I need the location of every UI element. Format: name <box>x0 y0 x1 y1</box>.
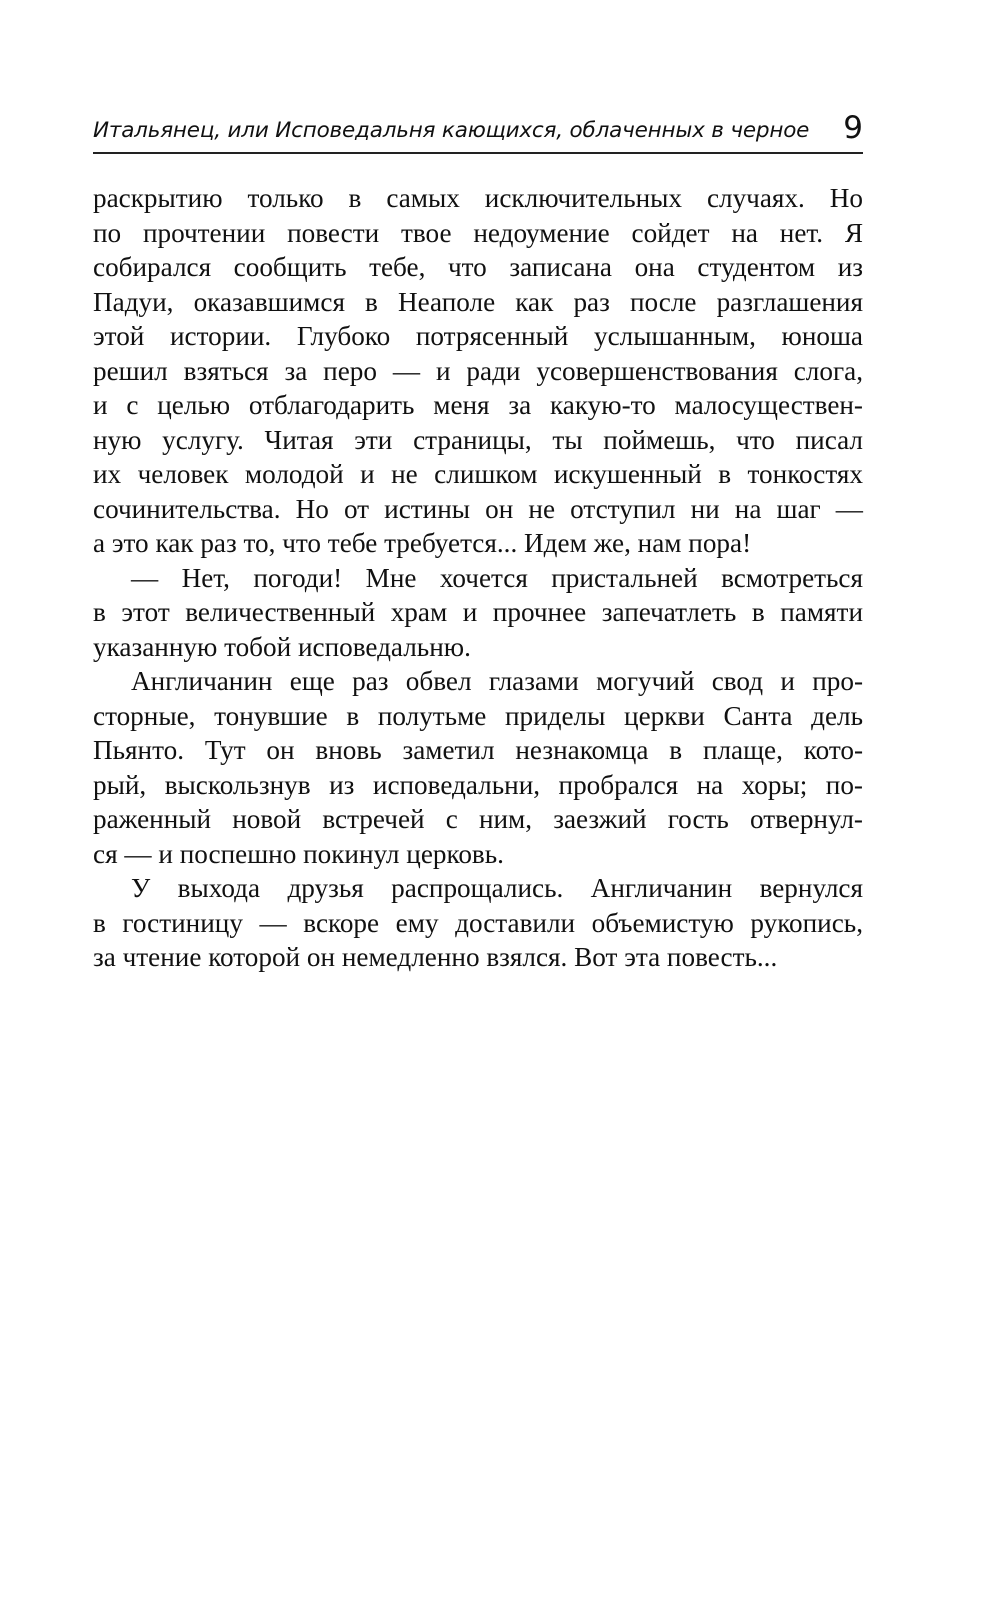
body-text <box>93 181 863 975</box>
text-line: сочинительства. Но от истины он не отступил ни на шаг — <box>93 493 863 524</box>
paragraph-1 <box>93 181 863 561</box>
text-line: указанную тобой исповедальню. <box>93 631 471 662</box>
text-line: а это как раз то, что тебе требуется... Идем же, нам пора! <box>93 528 752 558</box>
text-line: Англичанин еще раз обвел глазами могучий свод и про- <box>131 666 863 696</box>
text-line: Падуи, оказавшимся в Неаполе как раз после разглашения <box>93 286 863 317</box>
paragraph-2 <box>93 561 863 665</box>
page-number: 9 <box>843 110 863 146</box>
paragraph-4 <box>93 871 863 975</box>
paragraph-3 <box>93 664 863 871</box>
text-line: раженный новой встречей с ним, заезжий гость отвернул- <box>93 804 863 834</box>
text-line: ную услугу. Читая эти страницы, ты поймешь, что писал <box>93 424 863 455</box>
text-line: и с целью отблагодарить меня за какую-то малосуществен- <box>93 390 863 420</box>
text-line: рый, выскользнув из исповедальни, пробрался на хоры; по- <box>93 769 863 800</box>
text-line: Пьянто. Тут он вновь заметил незнакомца в плаще, кото- <box>93 735 863 765</box>
text-line: за чтение которой он немедленно взялся. Вот эта повесть... <box>93 942 778 972</box>
text-line: в гостиницу — вскоре ему доставили объемистую рукопись, <box>93 907 863 938</box>
running-head <box>93 110 863 154</box>
text-line: — Нет, погоди! Мне хочется пристальней всмотреться <box>131 562 863 593</box>
book-page <box>93 0 863 1616</box>
text-line: этой истории. Глубоко потрясенный услышанным, юноша <box>93 321 863 351</box>
text-line: в этот величественный храм и прочнее запечатлеть в памяти <box>93 597 863 627</box>
text-line: У выхода друзья распрощались. Англичанин вернулся <box>131 873 863 903</box>
text-line: сторные, тонувшие в полутьме приделы церкви Санта дель <box>93 700 863 731</box>
text-line: решил взяться за перо — и ради усовершенствования слога, <box>93 355 863 386</box>
running-title: Итальянец, или Исповедальня кающихся, облаченных в черное <box>93 118 810 143</box>
text-line: их человек молодой и не слишком искушенный в тонкостях <box>93 459 863 489</box>
text-line: раскрытию только в самых исключительных случаях. Но <box>93 183 863 213</box>
text-line: ся — и поспешно покинул церковь. <box>93 838 504 869</box>
text-line: собирался сообщить тебе, что записана она студентом из <box>93 252 863 282</box>
text-line: по прочтении повести твое недоумение сойдет на нет. Я <box>93 217 863 248</box>
